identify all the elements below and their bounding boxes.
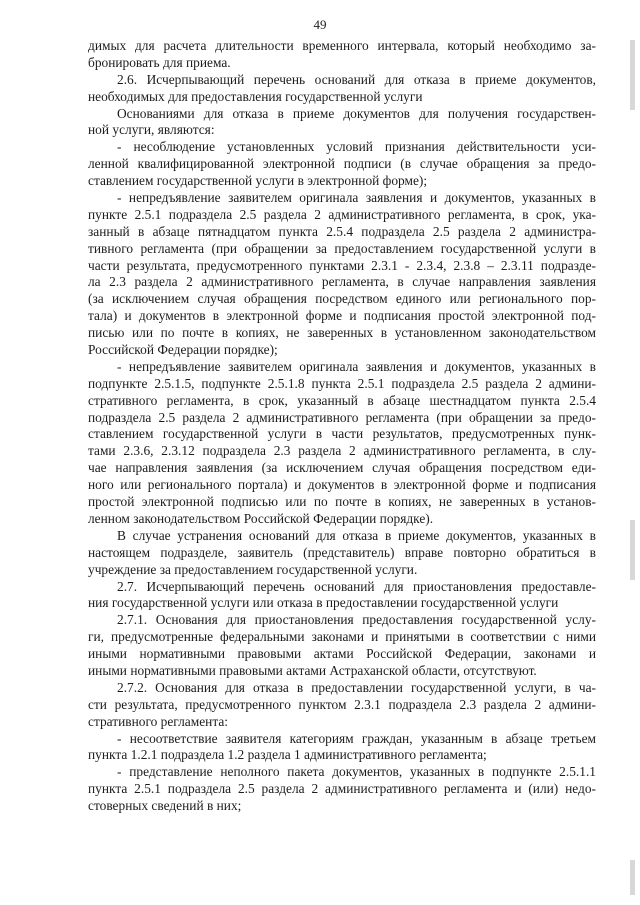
paragraph bbox=[88, 731, 596, 765]
text-line: необходимых для предоставления государственной услуги bbox=[88, 88, 423, 104]
paragraph bbox=[88, 579, 596, 613]
text-line: чае направления заявления (за исключением случая обращения посредством еди- bbox=[88, 460, 596, 476]
text-line: писью или по почте в копиях, не заверенных в установленном законодательством bbox=[88, 325, 596, 341]
text-line: простой электронной подписью или по почте в копиях, не заверенных в установ- bbox=[88, 494, 596, 510]
scan-edge-mark bbox=[630, 40, 635, 110]
text-line: подраздела 2.5 раздела 2 административного регламента (при обращении за предо- bbox=[88, 409, 596, 425]
text-line: 2.6. Исчерпывающий перечень оснований для отказа в приеме документов, bbox=[117, 71, 596, 87]
text-line: - представление неполного пакета документов, указанных в подпункте 2.5.1.1 bbox=[117, 764, 596, 780]
text-line: пункта 1.2.1 подраздела 1.2 раздела 1 административного регламента; bbox=[88, 747, 487, 763]
text-line: стративного регламента, в срок, указанный в абзаце шестнадцатом пункта 2.5.4 bbox=[88, 392, 596, 408]
text-line: ного или регионального портала) и документов в электронной форме и подписания bbox=[88, 477, 596, 493]
paragraph bbox=[88, 72, 596, 106]
paragraph bbox=[88, 106, 596, 140]
scan-edge-mark bbox=[630, 860, 635, 895]
paragraph bbox=[88, 38, 596, 72]
text-line: ставлением государственной услуги в электронной форме); bbox=[88, 173, 428, 189]
text-line: димых для расчета длительности временного интервала, который необходимо за- bbox=[88, 38, 596, 53]
paragraph bbox=[88, 139, 596, 190]
text-line: 2.7. Исчерпывающий перечень оснований для приостановления предоставле- bbox=[117, 578, 596, 594]
paragraph bbox=[88, 190, 596, 359]
text-line: - несоблюдение установленных условий признания действительности уси- bbox=[117, 139, 596, 155]
text-line: ги, предусмотренные федеральными законами и принятыми в соответствии с ними bbox=[88, 629, 596, 645]
text-line: Основаниями для отказа в приеме документов для получения государствен- bbox=[117, 105, 596, 121]
text-line: пункта 2.5.1 подраздела 2.5 раздела 2 административного регламента и (или) недо- bbox=[88, 781, 596, 797]
text-line: части результата, предусмотренного пунктами 2.3.1 - 2.3.4, 2.3.8 – 2.3.11 подразде- bbox=[88, 257, 596, 273]
text-line: ленном законодательством Российской Федерации порядке). bbox=[88, 510, 434, 526]
page-number: 49 bbox=[313, 17, 327, 32]
text-line: - несоответствие заявителя категориям граждан, указанным в абзаце третьем bbox=[117, 730, 596, 746]
paragraph bbox=[88, 612, 596, 680]
paragraph bbox=[88, 680, 596, 731]
text-line: В случае устранения оснований для отказа в приеме документов, указанных в bbox=[117, 527, 596, 543]
text-line: стоверных сведений в них; bbox=[88, 798, 242, 814]
paragraph bbox=[88, 764, 596, 815]
paragraph bbox=[88, 359, 596, 528]
text-line: тала) и документов в электронной форме и подписания простой электронной под- bbox=[88, 308, 596, 324]
text-line: подпункте 2.5.1.5, подпункте 2.5.1.8 пункта 2.5.1 подраздела 2.5 раздела 2 админи- bbox=[88, 375, 596, 391]
text-line: иными нормативными правовыми актами Астраханской области, отсутствуют. bbox=[88, 662, 537, 678]
text-line: пункте 2.5.1 подраздела 2.5 раздела 2 административного регламента, в срок, ука- bbox=[88, 206, 596, 222]
text-line: ставлением государственной услуги в части результатов, предусмотренных пунк- bbox=[88, 426, 596, 442]
text-line: ной услуги, являются: bbox=[88, 122, 215, 138]
text-line: 2.7.1. Основания для приостановления предоставления государственной услу- bbox=[117, 612, 596, 628]
text-line: ния государственной услуги или отказа в предоставлении государственной услуги bbox=[88, 595, 559, 611]
paragraph bbox=[88, 528, 596, 579]
text-line: сти результата, предусмотренного пунктом 2.3.1 подраздела 2.3 раздела 2 админи- bbox=[88, 696, 596, 712]
text-line: ла 2.3 раздела 2 административного регламента, в случае направления заявления bbox=[88, 274, 596, 290]
text-line: стративного регламента: bbox=[88, 713, 228, 729]
text-line: Российской Федерации порядке); bbox=[88, 342, 278, 358]
text-line: иными нормативными правовыми актами Российской Федерации, законами и bbox=[88, 646, 596, 662]
text-line: бронировать для приема. bbox=[88, 54, 231, 70]
text-line: учреждение за предоставлением государственной услуги. bbox=[88, 561, 418, 577]
text-line: тивного регламента (при обращении за предоставлением государственной услуги в bbox=[88, 240, 596, 256]
text-line: - непредъявление заявителем оригинала заявления и документов, указанных в bbox=[117, 190, 596, 206]
text-line: - непредъявление заявителем оригинала заявления и документов, указанных в bbox=[117, 358, 596, 374]
text-line: занный в абзаце пятнадцатом пункта 2.5.4 подраздела 2.5 раздела 2 администра- bbox=[88, 223, 596, 239]
text-line: настоящем подразделе, заявитель (представитель) вправе повторно обратиться в bbox=[88, 544, 596, 560]
scan-edge-mark bbox=[630, 520, 635, 580]
document-body bbox=[88, 38, 596, 815]
text-line: ленной квалифицированной электронной подписи (в случае обращения за предо- bbox=[88, 156, 596, 172]
text-line: (за исключением случая обращения посредством единого или регионального пор- bbox=[88, 291, 596, 307]
text-line: 2.7.2. Основания для отказа в предоставлении государственной услуги, в ча- bbox=[117, 679, 596, 695]
text-line: тами 2.3.6, 2.3.12 подраздела 2.3 раздела 2 административного регламента, в слу- bbox=[88, 443, 596, 459]
